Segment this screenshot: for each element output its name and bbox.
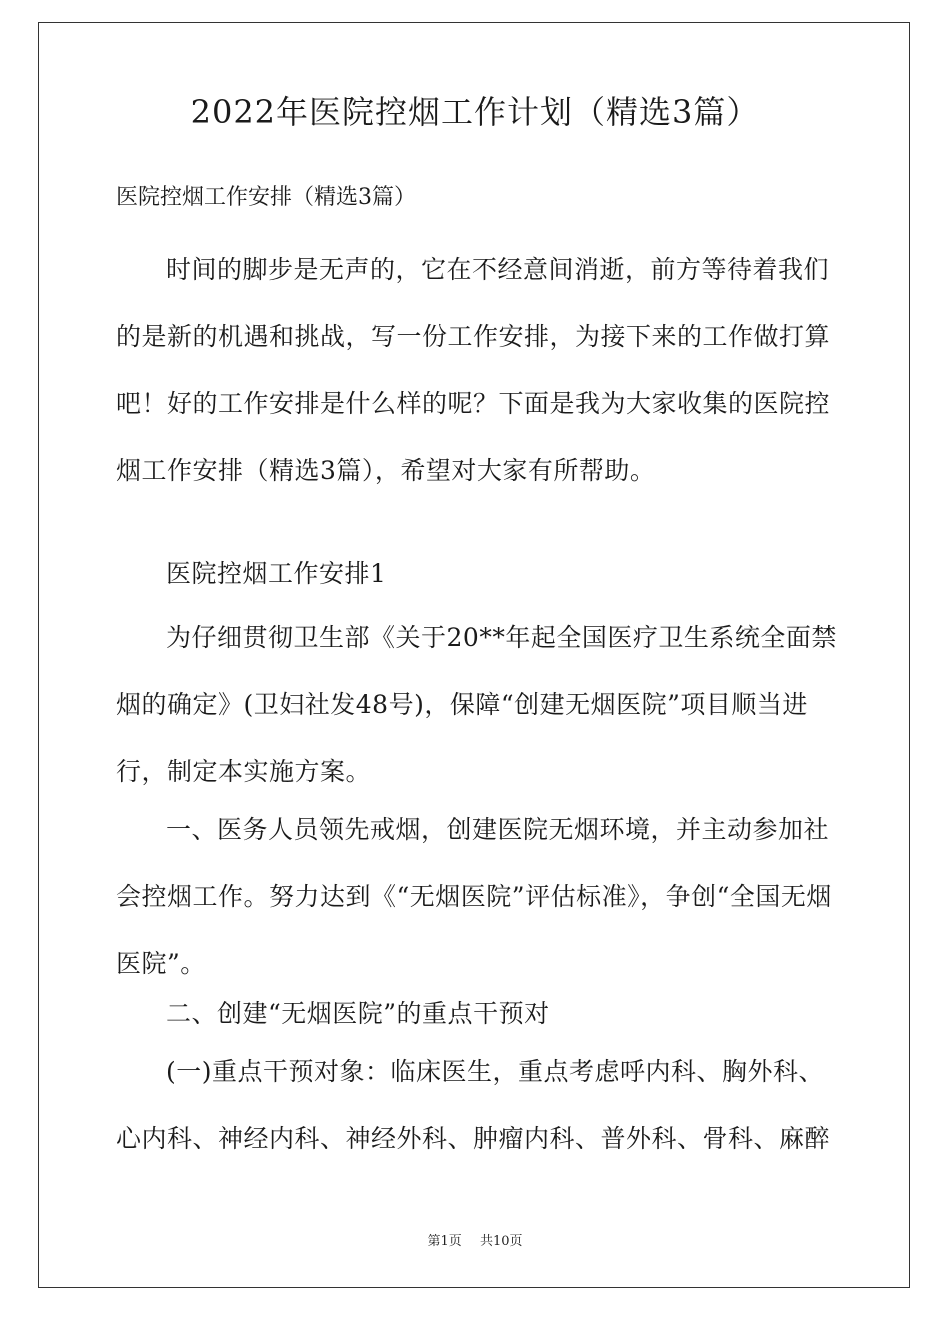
document-title: 2022年医院控烟工作计划（精选3篇） (190, 93, 760, 131)
body-paragraph: 一、医务人员领先戒烟，创建医院无烟环境，并主动参加社会控烟工作。努力达到《“无烟医院”评估标准》，争创“全国无烟医院”。 (116, 815, 832, 978)
page-total: 共10页 (479, 1234, 523, 1249)
intro-paragraph: 时间的脚步是无声的，它在不经意间消逝，前方等待着我们的是新的机遇和挑战，写一份工作安排，为接下来的工作做打算吧！好的工作安排是什么样的呢？下面是我为大家收集的医院控烟工作安排（精选3篇），希望对大家有所帮助。 (116, 255, 831, 485)
body-paragraph: 二、创建“无烟医院”的重点干预对 (166, 999, 550, 1028)
body-paragraph: 为仔细贯彻卫生部《关于20**年起全国医疗卫生系统全面禁烟的确定》(卫妇社发48号)，保障“创建无烟医院”项目顺当进行，制定本实施方案。 (116, 623, 837, 786)
document-subtitle: 医院控烟工作安排（精选3篇） (116, 185, 416, 210)
body-paragraph: (一)重点干预对象：临床医生，重点考虑呼内科、胸外科、心内科、神经内科、神经外科、肿瘤内科、普外科、骨科、麻醉 (116, 1057, 831, 1153)
page-number: 第1页 (427, 1234, 462, 1249)
section-heading: 医院控烟工作安排1 (166, 559, 387, 588)
page-footer (0, 1232, 950, 1252)
